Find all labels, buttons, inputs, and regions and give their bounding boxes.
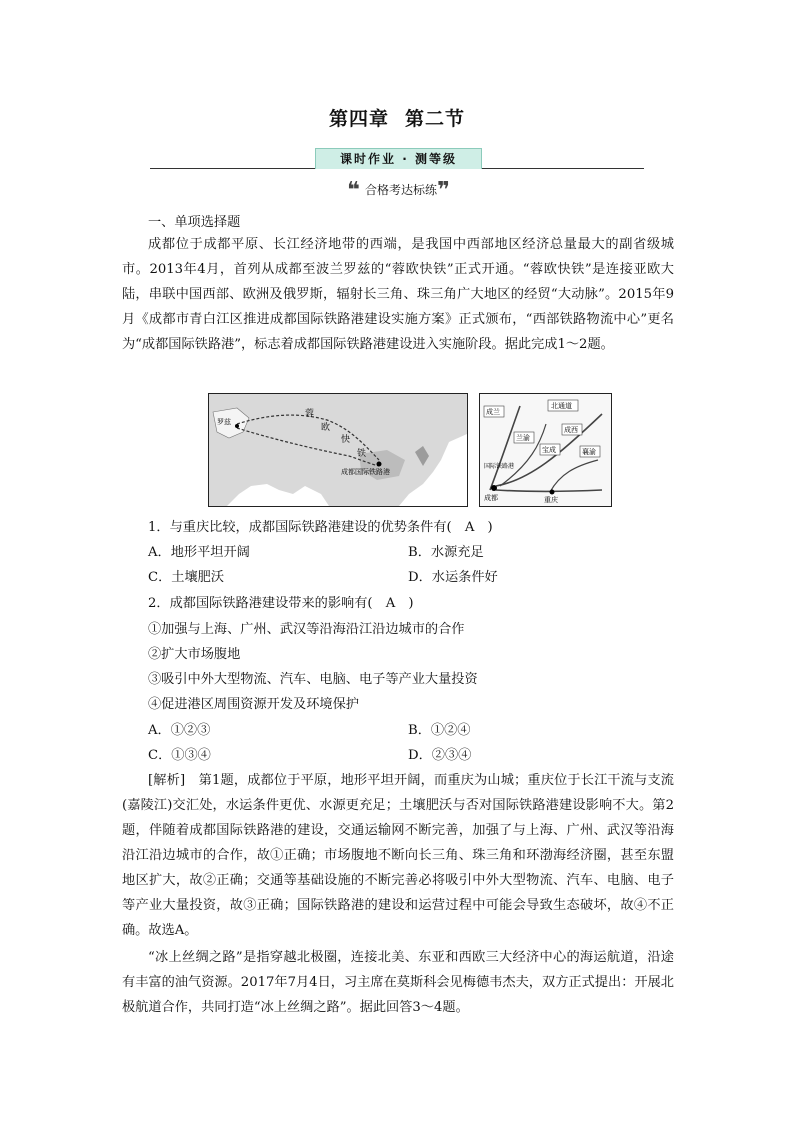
analysis-block — [122, 768, 674, 943]
map-label-ou: 欧 — [321, 423, 331, 433]
inset-label-port: 国际铁路港 — [484, 463, 515, 470]
passage-2 — [122, 945, 674, 1020]
q2-item-4: ④促进港区周围资源开发及环境保护 — [148, 697, 359, 712]
question-1-options-row-2 — [148, 566, 668, 590]
question-1-stem: 1．与重庆比较，成都国际铁路港建设的优势条件有( A ) — [148, 520, 493, 535]
question-2-options-row-1 — [148, 719, 668, 743]
q2-option-d: D．②③④ — [408, 748, 472, 763]
eurasia-map — [208, 393, 468, 507]
map-label-lodz: 罗兹 — [217, 418, 231, 426]
level-label: 合格考达标练 — [365, 183, 438, 197]
sichuan-rail-map — [479, 393, 612, 507]
q2-item-1: ①加强与上海、广州、武汉等沿海沿江沿边城市的合作 — [148, 622, 465, 637]
q1-option-d: D．水运条件好 — [408, 570, 498, 585]
lodz-marker — [235, 424, 239, 428]
q2-item-2: ②扩大市场腹地 — [148, 647, 241, 662]
q2-option-a: A．①②③ — [148, 723, 211, 738]
inset-label-chenglan: 成兰 — [486, 408, 500, 416]
analysis-text: [解析] 第1题，成都位于平原，地形平坦开阔，而重庆为山城；重庆位于长江干流与支流(嘉陵江)交汇处，水运条件更优、水源更充足；土壤肥沃与否对国际铁路港建设影响不大。第2题，伴随着成都国际铁路港的建设，交通运输网不断完善，加强了与上海、广州、武汉等沿海沿江沿边城市的合作，故①正确；市场腹地不断向长三角、珠三角和环渤海经济圈，甚至东盟地区扩大，故②正确；交通等基础设施的不断完善必将吸引中外大型物流、汽车、电脑、电子等产业大量投资，故③正确；国际铁路港的建设和运营过程中可能会导致生态破坏，故④不正确。故选A。 — [122, 773, 674, 938]
map-label-tie: 铁 — [357, 449, 367, 459]
passage-2-text: “冰上丝绸之路”是指穿越北极圈，连接北美、东亚和西欧三大经济中心的海运航道，沿途有丰富的油气资源。2017年7月4日，习主席在莫斯科会见梅德韦杰夫，双方正式提出：开展北极航道合作，共同打造“冰上丝绸之路”。据此回答3～4题。 — [122, 950, 674, 1015]
q2-item-3: ③吸引中外大型物流、汽车、电脑、电子等产业大量投资 — [148, 672, 478, 687]
level-tag — [347, 177, 455, 203]
chengdu-marker — [377, 462, 382, 467]
inset-label-north: 北通道 — [551, 402, 572, 410]
chapter-title: 第四章 — [328, 108, 389, 130]
chongqing-node — [550, 490, 555, 495]
q1-option-c: C．土壤肥沃 — [148, 570, 225, 585]
inset-label-baocheng: 宝成 — [542, 446, 556, 454]
q2-option-c: C．①③④ — [148, 748, 211, 763]
inset-label-chengxi: 成西 — [564, 426, 578, 434]
section-title: 第二节 — [405, 108, 466, 130]
question-2-stem: 2．成都国际铁路港建设带来的影响有( A ) — [148, 596, 414, 611]
inset-label-chengdu: 成都 — [484, 494, 498, 502]
q1-option-a: A．地形平坦开阔 — [148, 545, 250, 560]
q1-option-b: B．水源充足 — [408, 545, 484, 560]
close-quote-icon: ❞ — [437, 177, 450, 203]
inset-label-xiangyu: 襄渝 — [582, 448, 596, 456]
question-1-options-row-1 — [148, 541, 668, 565]
map-label-kuai: 快 — [341, 435, 351, 445]
banner-label: 课时作业 · 测等级 — [315, 148, 482, 169]
inset-label-lanyu: 兰渝 — [516, 434, 530, 442]
map-label-rong: 蓉 — [305, 409, 315, 419]
inset-label-chongqing: 重庆 — [544, 496, 558, 504]
passage-1-text: 成都位于成都平原、长江经济地带的西端，是我国中西部地区经济总量最大的副省级城市。2013年4月，首列从成都至波兰罗兹的“蓉欧快铁”正式开通。“蓉欧快铁”是连接亚欧大陆，串联中国西部、欧洲及俄罗斯，辐射长三角、珠三角广大地区的经贸“大动脉”。2015年9月《成都市青白江区推进成都国际铁路港建设实施方案》正式颁布，“西部铁路物流中心”更名为“成都国际铁路港”，标志着成都国际铁路港建设进入实施阶段。据此完成1～2题。 — [122, 237, 674, 352]
passage-1 — [122, 232, 674, 357]
q2-option-b: B．①②④ — [408, 723, 471, 738]
part-heading: 一、单项选择题 — [148, 215, 241, 230]
question-2-options-row-2 — [148, 744, 668, 768]
chengdu-node — [491, 485, 497, 491]
map-label-chengdu-port: 成都国际铁路港 — [341, 468, 390, 476]
open-quote-icon: ❝ — [347, 177, 360, 203]
banner — [150, 146, 644, 172]
page-title — [0, 104, 794, 131]
